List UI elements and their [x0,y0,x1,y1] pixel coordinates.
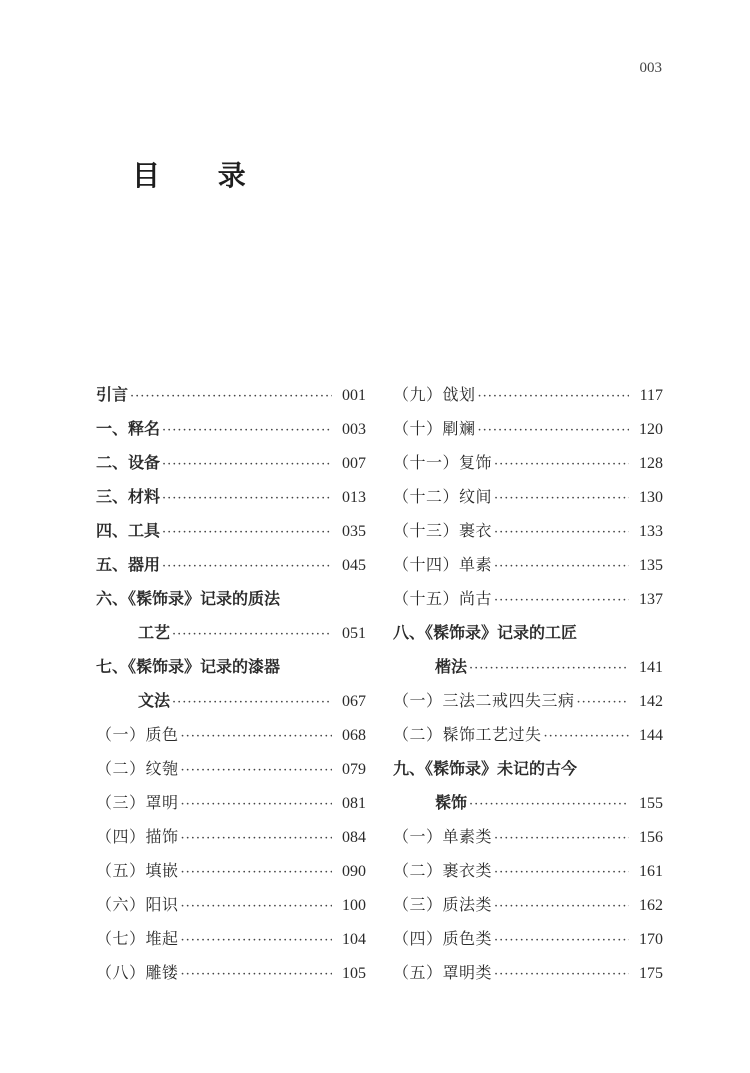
toc-entry-page: 001 [342,387,366,404]
toc-entry-page: 084 [342,829,366,846]
toc-entry-label: （七）堆起 [96,929,179,948]
toc-entry[interactable] [96,922,366,956]
toc-entry-label: 八、《髹饰录》记录的工匠 [393,623,578,642]
toc-entry-label: 五、器用 [96,555,161,574]
toc-entry-label: （十四）单素 [393,555,493,574]
toc-entry[interactable] [393,412,663,446]
dot-leader [162,516,332,550]
toc-entry-page: 161 [639,863,663,880]
toc-entry[interactable] [393,854,663,888]
toc-entry-label: 四、工具 [96,521,161,540]
toc-entry-label: （一）质色 [96,725,179,744]
toc-entry-page: 137 [639,591,663,608]
dot-leader [181,822,332,856]
toc-entry-label: （十二）纹间 [393,487,493,506]
toc-entry-page: 141 [639,659,663,676]
toc-entry-label: （十五）尚古 [393,589,493,608]
toc-entry[interactable] [393,718,663,752]
dot-leader [494,856,629,890]
toc-entry-page: 051 [342,625,366,642]
toc-entry[interactable] [393,752,663,786]
toc-entry[interactable] [393,956,663,990]
toc-entry[interactable] [96,378,366,412]
toc-entry-label: 文法 [138,691,171,710]
dot-leader [494,482,629,516]
dot-leader [181,856,332,890]
toc-entry[interactable] [96,480,366,514]
toc-left-column [96,378,366,990]
toc-entry-label: （一）单素类 [393,827,493,846]
toc-entry-page: 090 [342,863,366,880]
toc-entry-page: 013 [342,489,366,506]
dot-leader [494,550,629,584]
toc-entry[interactable] [96,582,366,616]
dot-leader [494,822,629,856]
dot-leader [494,448,629,482]
toc-entry-label: （五）填嵌 [96,861,179,880]
dot-leader [494,584,629,618]
toc-entry[interactable] [393,684,663,718]
dot-leader [469,652,629,686]
toc-entry[interactable] [96,616,366,650]
toc-entry-page: 105 [342,965,366,982]
toc-entry[interactable] [393,378,663,412]
toc-entry-page: 007 [342,455,366,472]
toc-entry-label: （十）㓾斓 [393,419,476,438]
toc-entry-label: （九）戗划 [393,385,476,404]
toc-entry[interactable] [96,888,366,922]
toc-entry-page: 128 [639,455,663,472]
toc-entry-label: （一）三法二戒四失三病 [393,691,575,710]
dot-leader [162,550,332,584]
toc-entry-page: 133 [639,523,663,540]
toc-entry-label: 二、设备 [96,453,161,472]
dot-leader [162,448,332,482]
toc-entry[interactable] [393,820,663,854]
toc-entry[interactable] [96,752,366,786]
toc-entry-label: 楷法 [435,657,468,676]
toc-entry[interactable] [96,650,366,684]
toc-entry-label: 一、释名 [96,419,161,438]
toc-entry[interactable] [393,514,663,548]
toc-entry-label: （十一）复饰 [393,453,493,472]
toc-entry-page: 155 [639,795,663,812]
toc-entry-page: 175 [639,965,663,982]
toc-heading: 目 录 [132,159,270,192]
toc-entry-page: 003 [342,421,366,438]
toc-entry-page: 135 [639,557,663,574]
toc-entry-page: 142 [639,693,663,710]
toc-entry-page: 068 [342,727,366,744]
toc-entry-label: （二）纹匏 [96,759,179,778]
dot-leader [181,720,332,754]
toc-entry[interactable] [96,820,366,854]
toc-entry[interactable] [393,888,663,922]
toc-entry-page: 067 [342,693,366,710]
page-number: 003 [639,60,662,76]
dot-leader [478,380,629,414]
toc-entry[interactable] [96,956,366,990]
toc-entry-label: （五）罩明类 [393,963,493,982]
dot-leader [494,516,629,550]
dot-leader [469,788,629,822]
toc-entry-label: （三）罩明 [96,793,179,812]
toc-entry[interactable] [96,854,366,888]
toc-entry-label: （三）质法类 [393,895,493,914]
toc-entry[interactable] [96,514,366,548]
dot-leader [162,414,332,448]
toc-entry[interactable] [96,718,366,752]
dot-leader [181,958,332,992]
toc-entry-label: 六、《髹饰录》记录的质法 [96,589,281,608]
toc-entry-page: 117 [639,387,663,404]
toc-entry-page: 120 [639,421,663,438]
toc-entry[interactable] [96,412,366,446]
dot-leader [162,482,332,516]
toc-entry[interactable] [96,684,366,718]
toc-entry[interactable] [96,548,366,582]
toc-entry[interactable] [393,786,663,820]
toc-entry-label: 髹饰 [435,793,468,812]
toc-entry-label: 引言 [96,385,129,404]
dot-leader [494,958,629,992]
toc-entry[interactable] [393,650,663,684]
toc-entry-label: （八）雕镂 [96,963,179,982]
toc-entry-page: 045 [342,557,366,574]
dot-leader [181,788,332,822]
toc-entry-page: 144 [639,727,663,744]
toc-entry-label: （四）质色类 [393,929,493,948]
toc-entry-page: 162 [639,897,663,914]
dot-leader [181,754,332,788]
dot-leader [577,686,629,720]
toc-entry-label: （六）阳识 [96,895,179,914]
dot-leader [172,686,332,720]
toc-entry-page: 170 [639,931,663,948]
toc-entry-label: （四）描饰 [96,827,179,846]
toc-entry[interactable] [393,922,663,956]
toc-entry[interactable] [393,480,663,514]
toc-entry[interactable] [393,616,663,650]
dot-leader [494,890,629,924]
toc-entry-page: 081 [342,795,366,812]
dot-leader [130,380,332,414]
toc-entry-label: 九、《髹饰录》未记的古今 [393,759,578,778]
toc-entry-page: 100 [342,897,366,914]
toc-entry-label: （二）髹饰工艺过失 [393,725,542,744]
toc-entry[interactable] [96,786,366,820]
toc-entry[interactable] [393,548,663,582]
toc-entry-label: （十三）裹衣 [393,521,493,540]
dot-leader [172,618,332,652]
toc-entry-label: 工艺 [138,623,171,642]
toc-entry-page: 079 [342,761,366,778]
dot-leader [181,924,332,958]
dot-leader [544,720,629,754]
toc-entry-page: 156 [639,829,663,846]
toc-entry-page: 035 [342,523,366,540]
dot-leader [478,414,629,448]
toc-entry[interactable] [393,446,663,480]
toc-right-column [393,378,663,990]
dot-leader [181,890,332,924]
toc-entry-page: 104 [342,931,366,948]
toc-entry-page: 130 [639,489,663,506]
toc-entry-label: 三、材料 [96,487,161,506]
dot-leader [494,924,629,958]
toc-entry-label: （二）裹衣类 [393,861,493,880]
toc-entry[interactable] [393,582,663,616]
toc-entry-label: 七、《髹饰录》记录的漆器 [96,657,281,676]
toc-entry[interactable] [96,446,366,480]
